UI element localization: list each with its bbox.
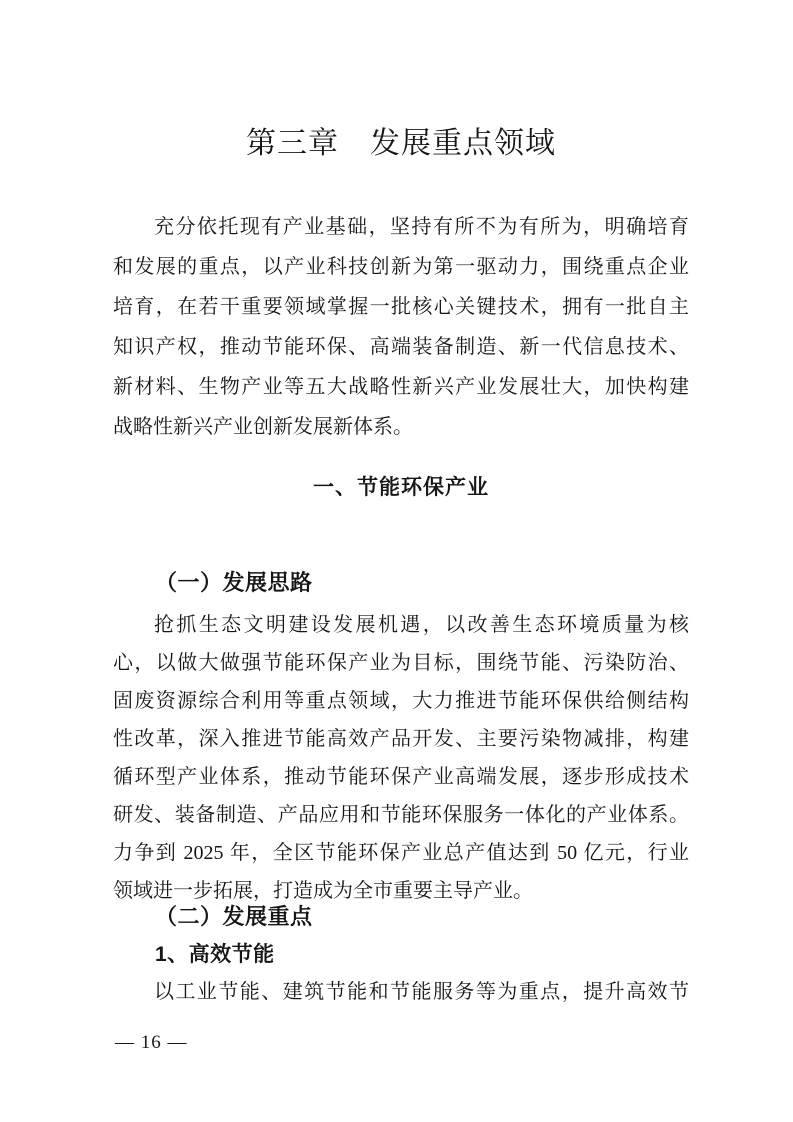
- paragraph-line: 新材料、生物产业等五大战略性新兴产业发展壮大，加快构建: [113, 376, 689, 398]
- paragraph-line: 循环型产业体系，推动节能环保产业高端发展，逐步形成技术: [113, 766, 689, 788]
- paragraph-line: 性改革，深入推进节能高效产品开发、主要污染物减排，构建: [113, 728, 689, 750]
- paragraph-line: 力争到 2025 年，全区节能环保产业总产值达到 50 亿元，行业: [113, 842, 689, 864]
- paragraph-line: 领域进一步拓展，打造成为全市重要主导产业。: [113, 880, 533, 902]
- subsection-heading-development-focus: （二）发展重点: [155, 904, 313, 929]
- subsection-heading-development-approach: （一）发展思路: [155, 570, 313, 595]
- paragraph-line: 以工业节能、建筑节能和节能服务等为重点，提升高效节: [154, 981, 689, 1003]
- intro-paragraph: [113, 207, 689, 447]
- paragraph-line: 和发展的重点，以产业科技创新为第一驱动力，围绕重点企业: [113, 256, 689, 278]
- paragraph-line: 研发、装备制造、产品应用和节能环保服务一体化的产业体系。: [113, 804, 689, 826]
- paragraph-line: 抢抓生态文明建设发展机遇，以改善生态环境质量为核: [154, 614, 689, 636]
- efficient-energy-saving-paragraph: [113, 973, 689, 1011]
- development-approach-paragraph: [113, 606, 689, 910]
- paragraph-line: 心，以做大做强节能环保产业为目标，围绕节能、污染防治、: [113, 652, 689, 674]
- paragraph-line: 培育，在若干重要领域掌握一批核心关键技术，拥有一批自主: [113, 296, 689, 318]
- paragraph-line: 知识产权，推动节能环保、高端装备制造、新一代信息技术、: [113, 336, 689, 358]
- chapter-title: 第三章 发展重点领域: [246, 127, 556, 160]
- section-heading-energy-environment-industry: 一、节能环保产业: [313, 476, 489, 499]
- point-heading-efficient-energy-saving: 1、高效节能: [155, 943, 275, 966]
- paragraph-line: 固废资源综合利用等重点领域，大力推进节能环保供给侧结构: [113, 690, 689, 712]
- paragraph-line: 充分依托现有产业基础，坚持有所不为有所为，明确培育: [154, 216, 689, 238]
- paragraph-line: 战略性新兴产业创新发展新体系。: [113, 416, 413, 438]
- page-number: — 16 —: [115, 1032, 188, 1053]
